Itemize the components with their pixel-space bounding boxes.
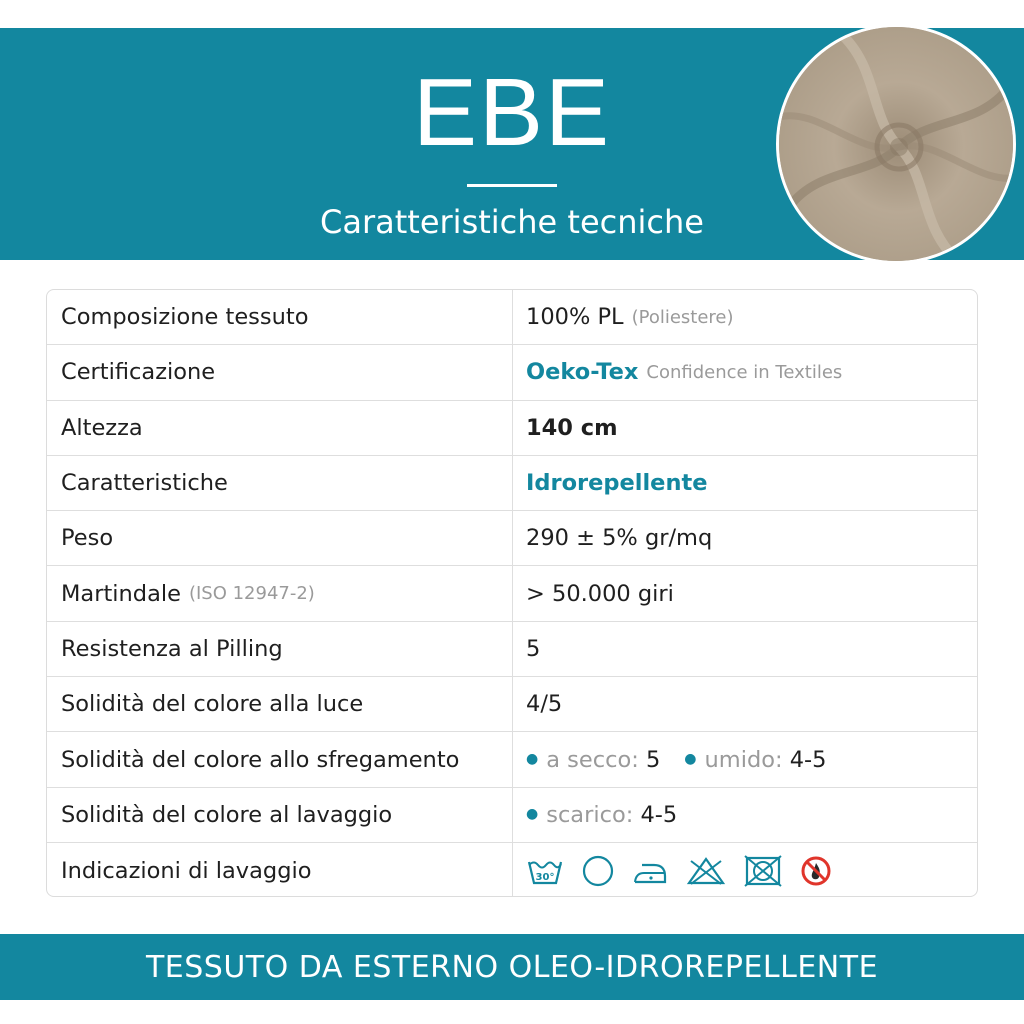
spec-value [513,788,977,842]
table-row [47,732,977,787]
footer-banner [0,934,1024,1000]
spec-label: Composizione tessuto [47,290,513,344]
fabric-swatch-image [776,24,1016,264]
footer-text: TESSUTO DA ESTERNO OLEO-IDROREPELLENTE [145,949,879,985]
spec-value [513,345,977,399]
no-tumble-dry-icon [744,855,782,887]
spec-label [47,566,513,620]
spec-value [513,566,977,620]
weight-value: 290 ± 5% gr/mq [526,525,713,552]
spec-value [513,677,977,731]
dry-label: a secco: [546,746,639,773]
light-fastness-value: 4/5 [526,691,563,718]
dry-clean-icon [582,855,614,887]
wash-temp: 30° [535,871,555,883]
composition-note: (Poliestere) [631,306,734,328]
spec-label: Altezza [47,401,513,455]
composition-value: 100% PL [526,304,624,331]
no-bleach-icon [686,856,726,886]
spec-label: Peso [47,511,513,565]
discharge-label: scarico: [546,801,634,828]
certification-brand: Oeko-Tex [526,359,639,386]
features-value: Idrorepellente [526,470,708,497]
title-divider [467,184,557,187]
table-row [47,566,977,621]
spec-label: Indicazioni di lavaggio [47,843,513,897]
spec-label: Solidità del colore alla luce [47,677,513,731]
product-title: EBE [412,59,612,166]
spec-label: Solidità del colore al lavaggio [47,788,513,842]
table-row [47,345,977,400]
table-row [47,788,977,843]
table-row [47,843,977,897]
spec-value [513,511,977,565]
table-row [47,401,977,456]
table-row [47,511,977,566]
bullet-icon: ● [526,805,539,822]
bullet-icon: ● [526,750,539,767]
martindale-note: (ISO 12947-2) [188,583,315,605]
spec-value [513,732,977,786]
table-row [47,456,977,511]
discharge-value: 4-5 [640,801,678,828]
no-fire-icon [800,855,832,887]
table-row [47,622,977,677]
care-icons [526,855,832,887]
spec-label: Solidità del colore allo sfregamento [47,732,513,786]
bullet-icon: ● [684,750,697,767]
certification-note: Confidence in Textiles [646,361,843,383]
page-subtitle: Caratteristiche tecniche [320,203,704,241]
wet-label: umido: [704,746,783,773]
spec-value [513,401,977,455]
martindale-value: > 50.000 giri [526,580,674,607]
height-value: 140 cm [526,414,618,441]
wet-value: 4-5 [789,746,827,773]
spec-value [513,843,977,897]
iron-low-icon [632,856,668,886]
spec-table [46,289,978,897]
spec-value [513,456,977,510]
pilling-value: 5 [526,635,541,662]
martindale-label: Martindale [61,580,181,607]
spec-value [513,290,977,344]
spec-label: Caratteristiche [47,456,513,510]
wash-30-icon [526,856,564,886]
dry-value: 5 [645,746,661,773]
spec-label: Resistenza al Pilling [47,622,513,676]
spec-value [513,622,977,676]
table-row [47,290,977,345]
table-row [47,677,977,732]
spec-label: Certificazione [47,345,513,399]
